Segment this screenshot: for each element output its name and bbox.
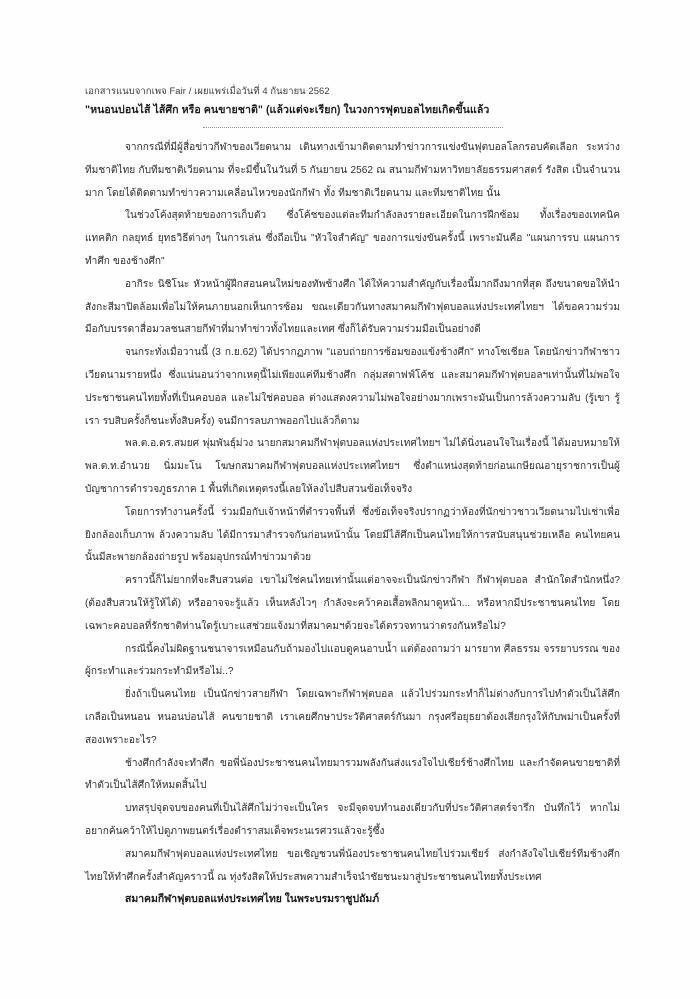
document-body <box>85 137 620 912</box>
paragraph: สมาคมกีฬาฟุตบอลแห่งประเทศไทย ขอเชิญชวนพี่น้องประชาชนคนไทยไปร่วมเชียร์ ส่งกำลังใจไปเชียร์ทีมช้างศึกไทยให้ทำศึกครั้งสำคัญคราวนี้ ณ ทุ่งรังสิตให้ประสพความสำเร็จนำชัยชนะมาสู่ประชาชนคนไทยทั้งประเทศ <box>85 848 620 883</box>
paragraph: กรณีนี้คงไม่ผิดฐานชนาจารเหมือนกับถ้ามองไปแอบดูคนอาบน้ำ แต่ต้องถามว่า มารยาท ศีลธรรม จรรยาบรรณ ของผู้กระทำและร่วมกระทำมีหรือไม่..? <box>85 643 620 678</box>
paragraph: ช้างศึกกำลังจะทำศึก ขอพี่น้องประชาชนคนไทยมารวมพลังกันส่งแรงใจไปเชียร์ช้างศึกไทย และกำจัดคนขายชาติที่ทำตัวเป็นไส้ศึกให้หมดสิ้นไป <box>85 757 620 792</box>
paragraph: อากิระ นิชิโนะ หัวหน้าผู้ฝึกสอนคนใหม่ของทัพช้างศึก ได้ให้ความสำคัญกับเรื่องนี้มากถึงมากที่สุด ถึงขนาดขอให้นำสังกะสีมาปิดล้อมเพื่อไม่ให้คนภายนอกเห็นการซ้อม ขณะเดียวกันทางสมาคมกีฬาฟุตบอลแห่งประเทศไทยฯ ได้ขอความร่วมมือกับบรรดาสื่อมวลชนสายกีฬาที่มาทำข่าวทั้งไทยและเทศ ซึ่งก็ได้รับความร่วมมือเป็นอย่างดี <box>85 278 620 336</box>
dotted-separator <box>203 127 503 128</box>
document-source-line: เอกสารแนบจากเพจ Fair / เผยแพร่เมื่อวันที่ 4 กันยายน 2562 <box>85 85 330 96</box>
page-title: "หนอนบ่อนไส้ ไส้ศึก หรือ คนขายชาติ" (แล้วแต่จะเรียก) ในวงการฟุตบอลไทยเกิดขึ้นแล้ว <box>85 104 490 117</box>
paragraph: คราวนี้ก็ไม่ยากที่จะสืบสวนต่อ เขาไม่ใช่คนไทยเท่านั้นแต่อาจจะเป็นนักข่าวกีฬา กีฬาฟุตบอล สำนักใดสำนักหนึ่ง? (ต้องสืบสวนให้รู้ให้ได้) หรืออาจจะรู้แล้ว เห็นหลังไวๆ กำลังจะคว้าคอเสื้อพลิกมาดูหน้า... หรือหากมีประชาชนคนไทย โดยเฉพาะคอบอลที่รักชาติท่านใดรู้เบาะแสช่วยแจ้งมาที่สมาคมฯด้วยจะได้ตรวจทานว่าตรงกันหรือไม่? <box>85 575 620 632</box>
paragraph: จากกรณีที่มีผู้สื่อข่าวกีฬาของเวียดนาม เดินทางเข้ามาติดตามทำข่าวการแข่งขันฟุตบอลโลกรอบคัดเลือก ระหว่างทีมชาติไทย กับทีมชาติเวียดนาม ที่จะมีขึ้นในวันที่ 5 กันยายน 2562 ณ สนามกีฬามหาวิทยาลัยธรรมศาสตร์ รังสิต เป็นจำนวนมาก โดยได้ติดตามทำข่าวความเคลื่อนไหวของนักกีฬา ทั้ง ทีมชาติเวียดนาม และทีมชาติไทย นั้น <box>85 142 620 199</box>
paragraph: จนกระทั่งเมื่อวานนี้ (3 ก.ย.62) ได้ปรากฏภาพ "แอบถ่ายการซ้อมของแข้งช้างศึก" ทางโซเชียล โดยนักข่าวกีฬาชาวเวียดนามรายหนึ่ง ซึ่งแน่นอนว่าจากเหตุนี้ไม่เพียงแค่ทีมช้างศึก กลุ่มสตาฟฟ์โค้ช และสมาคมกีฬาฟุตบอลฯเท่านั้นที่ไม่พอใจ ประชาชนคนไทยทั้งที่เป็นคอบอล และไม่ใช่คอบอล ต่างแสดงความไม่พอใจอย่างมากเพราะมันเป็นการล้วงความลับ (รู้เขา รู้เรา รบสิบครั้งก็ชนะทั้งสิบครั้ง) จนมีการลบภาพออกไปแล้วก็ตาม <box>85 347 620 427</box>
paragraph: โดยการทำงานครั้งนี้ ร่วมมือกับเจ้าหน้าที่ตำรวจพื้นที่ ซึ่งข้อเท็จจริงปรากฏว่าห้องที่นักข่าวชาวเวียดนามไปเช่าเพื่อยิงกล้องเก็บภาพ ล้วงความลับ ได้มีการมาสำรวจกันก่อนหน้านั้น โดยมีไส้ศึกเป็นคนไทยให้การสนับสนุนช่วยเหลือ คนไทยคนนั้นมีสะพายกล้องถ่ายรูป พร้อมอุปกรณ์ทำข่าวมาด้วย <box>85 506 620 564</box>
paragraph: ในช่วงโค้งสุดท้ายของการเก็บตัว ซึ่งโค้ชของแต่ละทีมกำลังลงรายละเอียดในการฝึกซ้อม ทั้งเรื่องของเทคนิค แทคติก กลยุทธ์ ยุทธวิธีต่างๆ ในการเล่น ซึ่งถือเป็น "หัวใจสำคัญ" ของการแข่งขันครั้งนี้ เพราะมันคือ "แผนการรบ แผนการทำศึก ของช้างศึก" <box>85 210 620 267</box>
paragraph: ยิ่งถ้าเป็นคนไทย เป็นนักข่าวสายกีฬา โดยเฉพาะกีฬาฟุตบอล แล้วไปร่วมกระทำก็ไม่ต่างกับการไปทำตัวเป็นไส้ศึก เกลือเป็นหนอน หนอนบ่อนไส้ คนขายชาติ เราเคยศึกษาประวัติศาสตร์กันมา กรุงศรีอยุธยาต้องเสียกรุงให้กับพม่าเป็นครั้งที่สองเพราะอะไร? <box>85 689 620 746</box>
signature-line: สมาคมกีฬาฟุตบอลแห่งประเทศไทย ในพระบรมราชูปถัมภ์ <box>125 894 380 906</box>
paragraph: บทสรุปจุดจบของคนที่เป็นไส้ศึกไม่ว่าจะเป็นใคร จะมีจุดจบทำนองเดียวกับที่ประวัติศาสตร์จารึก บันทึกไว้ หากไม่อยากค้นคว้าให้ไปดูภาพยนตร์เรื่องตำราสมเด็จพระนเรศวรแล้วจะรู้ซึ้ง <box>85 803 620 837</box>
paragraph: พล.ต.อ.ดร.สมยศ พุ่มพันธุ์ม่วง นายกสมาคมกีฬาฟุตบอลแห่งประเทศไทยฯ ไม่ได้นิ่งนอนใจในเรื่องนี้ ได้มอบหมายให้ พล.ต.ท.อำนวย นิ่มมะโน โฆษกสมาคมกีฬาฟุตบอลแห่งประเทศไทยฯ ซึ่งตำแหน่งสุดท้ายก่อนเกษียณอายุราชการเป็นผู้บัญชาการตำรวจภูธรภาค 1 พื้นที่เกิดเหตุตรงนี้เลยให้ลงไปสืบสวนข้อเท็จจริง <box>85 438 620 495</box>
